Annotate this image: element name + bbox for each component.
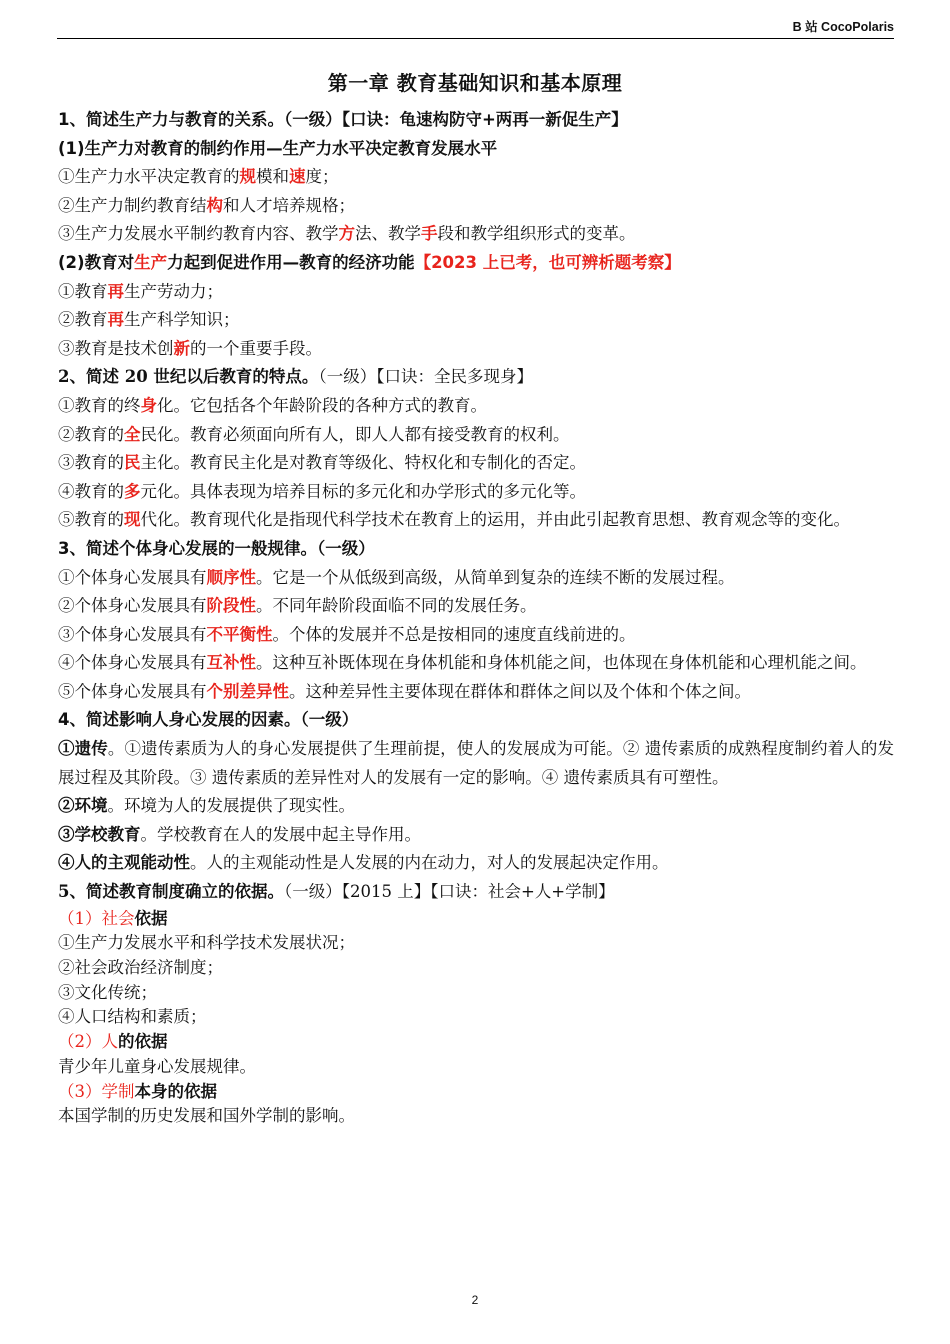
highlight-text: 不平衡性 [206, 624, 273, 644]
text-run: (2)教育对 [58, 252, 135, 272]
text-run: ②环境 [58, 796, 108, 816]
text-line [58, 449, 894, 478]
text-line [58, 981, 894, 1006]
text-run: 主化。教育民主化是对教育等级化、特权化和专制化的否定。 [140, 453, 586, 473]
text-run: 生产科学知识； [124, 310, 240, 330]
highlight-text: 民 [124, 453, 141, 473]
page-title: 第一章 教育基础知识和基本原理 [327, 71, 623, 95]
highlight-text: 再 [107, 310, 124, 330]
text-run: 代化。教育现代化是指现代科学技术在教育上的运用，并由此引起教育思想、教育观念等的变化。 [140, 510, 850, 530]
highlight-text: 现 [124, 510, 141, 530]
highlight-text: 再 [107, 281, 124, 301]
highlight-text: 构 [206, 195, 223, 215]
highlight-text: 生产 [134, 252, 168, 272]
text-run: ①教育 [58, 281, 108, 301]
text-line [58, 478, 894, 507]
text-run: 。环境为人的发展提供了现实性。 [107, 796, 355, 816]
text-line [58, 907, 894, 932]
text-run: 法、教学 [355, 224, 421, 244]
text-run: ①生产力水平决定教育的 [58, 167, 240, 187]
text-line [58, 735, 894, 792]
text-run: 模和 [256, 167, 289, 187]
text-run: ②社会政治经济制度； [58, 958, 223, 978]
header-brand: B 站 CocoPolaris [792, 20, 894, 34]
highlight-text: 新 [173, 338, 190, 358]
text-line [58, 678, 894, 707]
text-run: 青少年儿童身心发展规律。 [58, 1056, 256, 1076]
page-number: 2 [471, 1293, 479, 1307]
highlight-text: 顺序性 [206, 567, 256, 587]
text-run: ③文化传统； [58, 982, 157, 1002]
text-run: 生产劳动力； [124, 281, 223, 301]
text-run: 5、简述教育制度确立的依据。 [58, 882, 284, 902]
text-run: ④个体身心发展具有 [58, 653, 207, 673]
text-line [58, 192, 894, 221]
text-line [58, 1080, 894, 1105]
text-run: 的一个重要手段。 [190, 338, 322, 358]
text-run: ④教育的 [58, 481, 124, 501]
highlight-text: 身 [140, 395, 157, 415]
text-run: ①教育的终 [58, 395, 141, 415]
highlight-text: 互补性 [206, 653, 256, 673]
text-line [58, 621, 894, 650]
text-run: ②教育的 [58, 424, 124, 444]
highlight-text: 速 [289, 167, 306, 187]
text-line [58, 421, 894, 450]
text-run: 3、简述个体身心发展的一般规律。（一级） [58, 538, 375, 558]
text-line [58, 931, 894, 956]
text-run: 。它是一个从低级到高级，从简单到复杂的连续不断的发展过程。 [256, 567, 735, 587]
text-run: ②教育 [58, 310, 108, 330]
text-run: 民化。教育必须面向所有人，即人人都有接受教育的权利。 [140, 424, 570, 444]
page-header [57, 14, 894, 39]
text-line [58, 135, 894, 164]
text-run: 。这种差异性主要体现在群体和群体之间以及个体和个体之间。 [289, 681, 751, 701]
text-line [58, 335, 894, 364]
text-run: ①生产力发展水平和科学技术发展状况； [58, 933, 355, 953]
text-line [58, 220, 894, 249]
text-line [58, 278, 894, 307]
text-run: 。个体的发展并不总是按相同的速度直线前进的。 [272, 624, 636, 644]
text-run: 。不同年龄阶段面临不同的发展任务。 [256, 596, 537, 616]
text-run: （一级）【口诀：全民多现身】 [318, 367, 533, 387]
highlight-text: 手 [421, 224, 438, 244]
text-run: 本身的依据 [134, 1081, 217, 1101]
text-line [58, 821, 894, 850]
text-line [58, 564, 894, 593]
highlight-text: 个别差异性 [206, 681, 289, 701]
text-line [58, 163, 894, 192]
text-run: （一级）【2015 上】【口诀：社会+人+学制】 [283, 882, 615, 902]
text-line [58, 249, 894, 278]
text-line [58, 535, 894, 564]
text-run: ③生产力发展水平制约教育内容、教学 [58, 224, 339, 244]
document-body [58, 106, 894, 1129]
text-run: ④人口结构和素质； [58, 1007, 207, 1027]
text-run: ③教育是技术创 [58, 338, 174, 358]
text-run: 本国学制的历史发展和国外学制的影响。 [58, 1106, 355, 1126]
text-run: ③个体身心发展具有 [58, 624, 207, 644]
text-line [58, 1030, 894, 1055]
text-run: 力起到促进作用—教育的经济功能 [167, 252, 415, 272]
text-line [58, 306, 894, 335]
text-run: 的依据 [118, 1032, 168, 1052]
text-line [58, 592, 894, 621]
text-run: 2、简述 20 世纪以后教育的特点。 [58, 367, 319, 387]
text-line [58, 649, 894, 678]
text-run: 依据 [134, 908, 168, 928]
text-line [58, 106, 894, 135]
text-run: ⑤教育的 [58, 510, 124, 530]
text-line [58, 792, 894, 821]
highlight-text: 【2023 上已考，也可辨析题考察】 [414, 252, 681, 272]
text-run: （一级）【口诀：龟速构防守+两再一新促生产】 [283, 110, 628, 129]
text-line [58, 363, 894, 392]
highlight-text: （3）学制 [58, 1081, 135, 1101]
text-run: 度； [305, 167, 339, 187]
text-run: (1)生产力对教育的制约作用—生产力水平决定教育发展水平 [58, 138, 498, 158]
text-run: ②生产力制约教育结 [58, 195, 207, 215]
text-line [58, 849, 894, 878]
text-line [58, 878, 894, 907]
highlight-text: （2）人 [58, 1032, 118, 1052]
text-run: 。这种互补既体现在身体机能和身体机能之间，也体现在身体机能和心理机能之间。 [256, 653, 867, 673]
highlight-text: 全 [124, 424, 141, 444]
highlight-text: 方 [338, 224, 355, 244]
text-run: ①个体身心发展具有 [58, 567, 207, 587]
text-run: ④人的主观能动性 [58, 853, 190, 873]
text-run: 段和教学组织形式的变革。 [437, 224, 636, 244]
text-run: 和人才培养规格； [223, 195, 355, 215]
text-run: 。学校教育在人的发展中起主导作用。 [140, 824, 421, 844]
text-run: 元化。具体表现为培养目标的多元化和办学形式的多元化等。 [140, 481, 586, 501]
text-line [58, 506, 894, 535]
highlight-text: 规 [239, 167, 256, 187]
text-run: 4、简述影响人身心发展的因素。（一级） [58, 710, 359, 730]
text-run: 化。它包括各个年龄阶段的各种方式的教育。 [157, 395, 487, 415]
text-line [58, 1055, 894, 1080]
text-run: ①遗传 [58, 739, 108, 759]
text-line [58, 1005, 894, 1030]
text-line [58, 1104, 894, 1129]
text-run: ②个体身心发展具有 [58, 596, 207, 616]
text-run: ③教育的 [58, 453, 124, 473]
text-run: ⑤个体身心发展具有 [58, 681, 207, 701]
highlight-text: （1）社会 [58, 908, 135, 928]
text-run: ③学校教育 [58, 824, 141, 844]
text-line [58, 706, 894, 735]
highlight-text: 阶段性 [206, 596, 256, 616]
text-run: 。人的主观能动性是人发展的内在动力，对人的发展起决定作用。 [190, 853, 669, 873]
text-run: 。①遗传素质为人的身心发展提供了生理前提，使人的发展成为可能。② 遗传素质的成熟程度制约着人的发展过程及其阶段。③ 遗传素质的差异性对人的发展有一定的影响。④ 遗传素质具有可塑性。 [58, 739, 895, 787]
highlight-text: 多 [124, 481, 141, 501]
text-line [58, 956, 894, 981]
text-run: 1、简述生产力与教育的关系。 [58, 110, 284, 129]
text-line [58, 392, 894, 421]
